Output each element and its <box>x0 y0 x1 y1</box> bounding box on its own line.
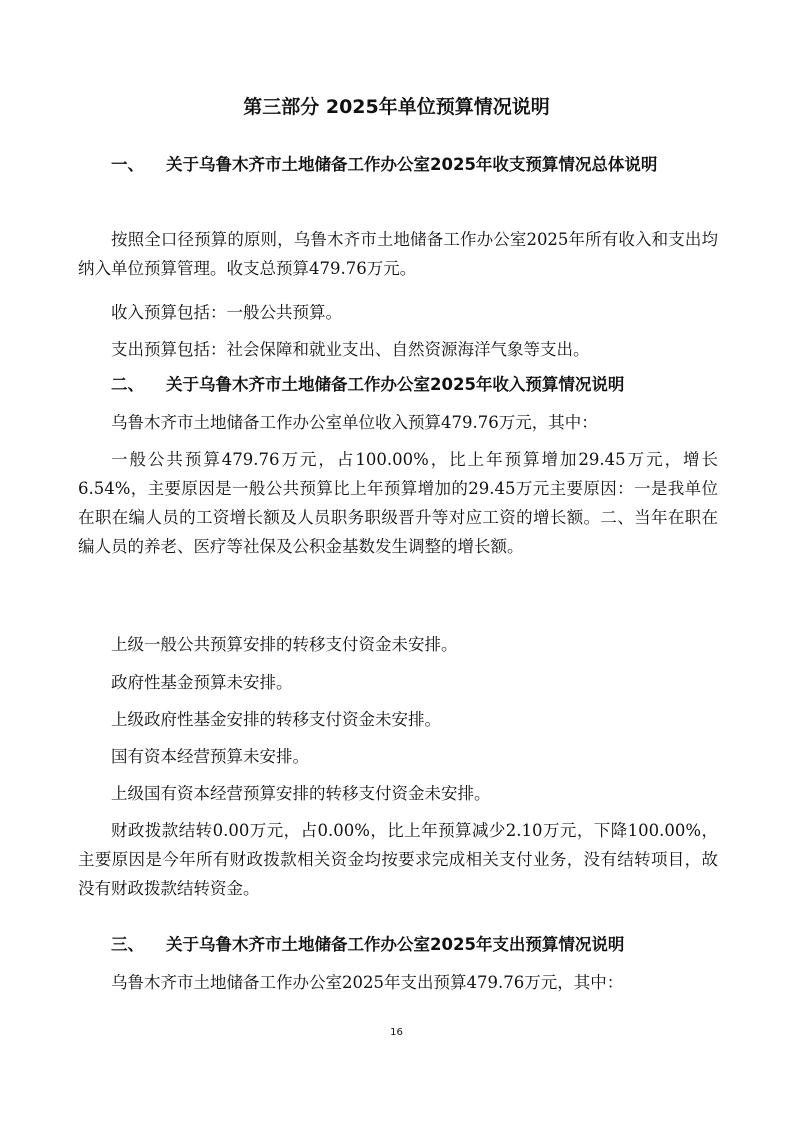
section-1-number: 一、 <box>111 155 144 174</box>
section-1-paragraph-2: 收入预算包括：一般公共预算。 <box>111 303 342 322</box>
section-2-paragraph-3: 上级一般公共预算安排的转移支付资金未安排。 <box>111 635 458 654</box>
section-1-heading <box>78 148 718 181</box>
section-2-heading <box>78 368 718 401</box>
section-1-paragraph-3: 支出预算包括：社会保障和就业支出、自然资源海洋气象等支出。 <box>111 340 590 359</box>
section-3-number: 三、 <box>111 935 144 954</box>
section-2-paragraph-1: 乌鲁木齐市土地储备工作办公室单位收入预算479.76万元，其中： <box>111 413 598 432</box>
section-2-number: 二、 <box>111 375 144 394</box>
section-1-heading-text: 关于乌鲁木齐市土地储备工作办公室2025年收支预算情况总体说明 <box>166 155 658 174</box>
page-title: 第三部分 2025年单位预算情况说明 <box>243 96 550 118</box>
section-1-paragraph-1: 按照全口径预算的原则，乌鲁木齐市土地储备工作办公室2025年所有收入和支出均纳入单位预算管理。收支总预算479.76万元。 <box>78 230 718 278</box>
section-2-heading-text: 关于乌鲁木齐市土地储备工作办公室2025年收入预算情况说明 <box>166 375 625 394</box>
section-2-paragraph-6: 国有资本经营预算未安排。 <box>111 747 309 766</box>
section-2-paragraph-8: 财政拨款结转0.00万元，占0.00%，比上年预算减少2.10万元，下降100.00%，主要原因是今年所有财政拨款相关资金均按要求完成相关支付业务，没有结转项目，故没有财政拨款结转资金。 <box>78 821 718 898</box>
section-2-paragraph-4: 政府性基金预算未安排。 <box>111 673 293 692</box>
page-number: 16 <box>390 1027 403 1038</box>
section-2-paragraph-7: 上级国有资本经营预算安排的转移支付资金未安排。 <box>111 784 491 803</box>
section-3-heading-text: 关于乌鲁木齐市土地储备工作办公室2025年支出预算情况说明 <box>166 935 625 954</box>
section-2-paragraph-2: 一般公共预算479.76万元，占100.00%，比上年预算增加29.45万元，增长6.54%，主要原因是一般公共预算比上年预算增加的29.45万元主要原因：一是我单位在职在编人员的工资增长额及人员职务职级晋升等对应工资的增长额。二、当年在职在编人员的养老、医疗等社保及公积金基数发生调整的增长额。 <box>78 450 718 556</box>
section-3-heading <box>78 928 718 961</box>
section-2-paragraph-5: 上级政府性基金安排的转移支付资金未安排。 <box>111 710 441 729</box>
section-3-paragraph-1: 乌鲁木齐市土地储备工作办公室2025年支出预算479.76万元，其中： <box>111 973 624 992</box>
